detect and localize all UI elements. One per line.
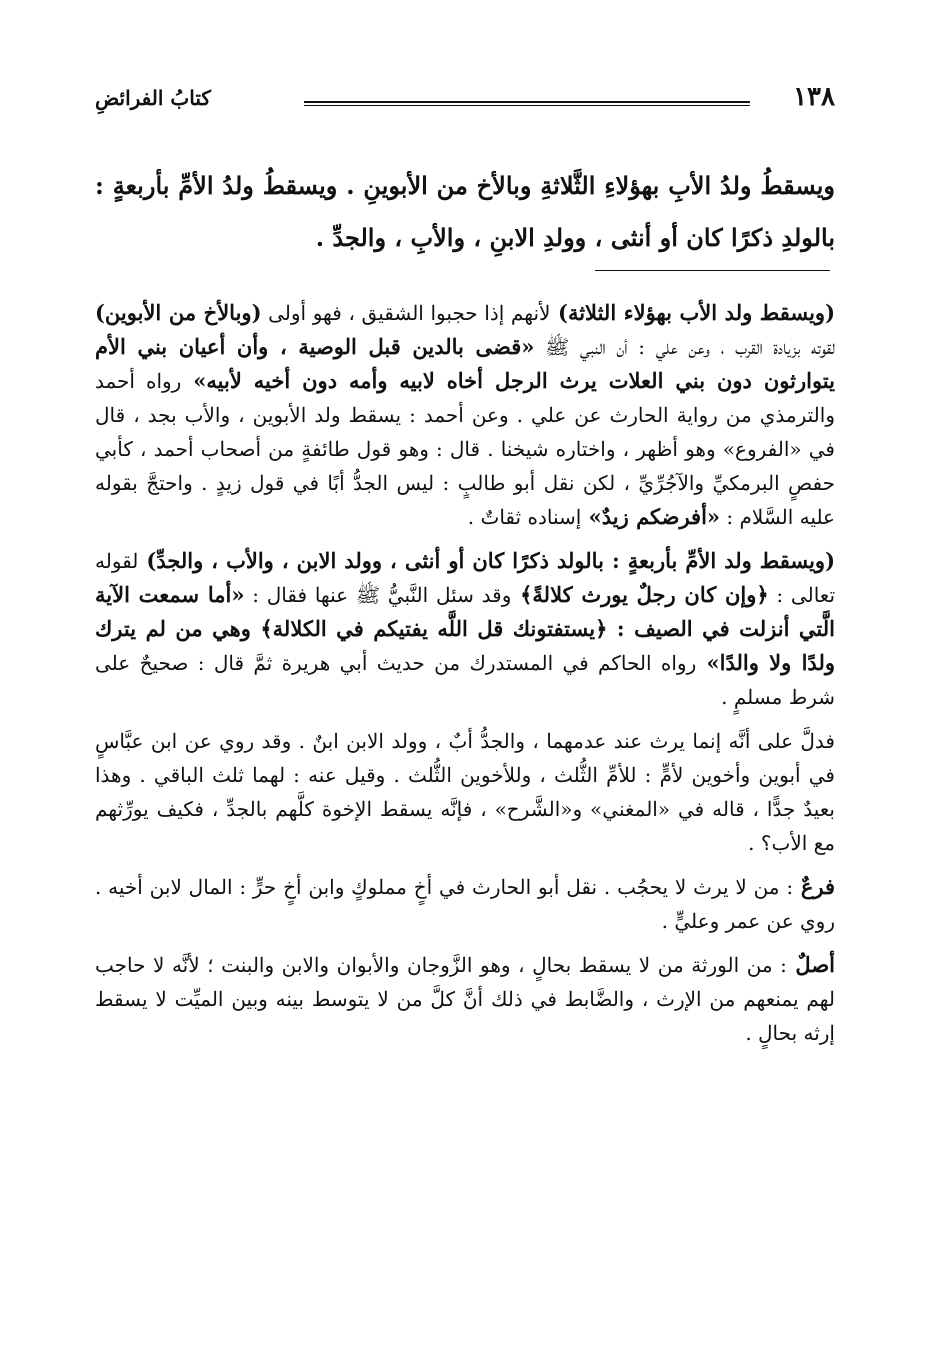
commentary bbox=[95, 296, 835, 1060]
bold-phrase: (ويسقط ولد الأمِّ بأربعةٍ : بالولد ذكرًا كان أو أنثى ، وولد الابن ، والأب ، والجدِّ) bbox=[138, 548, 835, 573]
text-run: لقوته بزيادة القرب ، وعن علي : أن النبي ﷺ bbox=[534, 335, 835, 359]
text-run: رواه الحاكم في المستدرك من حديث أبي هريرة ثمَّ قال : صحيحٌ على شرط مسلمٍ . bbox=[95, 651, 835, 709]
header-rule bbox=[304, 101, 750, 103]
text-run: فدلَّ على أنَّه إنما يرث عند عدمهما ، والجدُّ أبٌ ، وولد الابن ابنٌ . وقد روي عن ابن عبَّاسٍ في أبوين وأخوين لأمٍّ : للأمِّ الثُّلث ، وللأخوين الثُّلث . وقيل عنه : لهما ثلث الباقي . وهذا بعيدٌ جدًّا ، قاله في «المغني» و«الشَّرح» ، فإنَّه يسقط الإخوة كلَّهم بالجدِّ ، فكيف يورِّثهم مع الأب؟ . bbox=[95, 729, 835, 855]
text-run: لأنهم إذا حجبوا الشقيق ، فهو أولى bbox=[261, 301, 551, 325]
bold-phrase: «أفرضكم زيدٌ» bbox=[581, 504, 721, 529]
text-run: رواه أحمد والترمذي من رواية الحارث عن علي . وعن أحمد : يسقط ولد الأبوين ، والأب بجد ، قال في «الفروع» وهو أظهر ، واختاره شيخنا . قال : وهو قول طائفةٍ من أصحاب أحمد ، كأبي حفصٍ البرمكيِّ والآجُرِّيِّ ، لكن نقل أبو طالبٍ : ليس الجدُّ أبًا في قول زيدٍ . واحتجَّ بقوله عليه السَّلام : bbox=[95, 369, 835, 529]
bold-phrase: فرعٌ bbox=[793, 874, 836, 899]
main-text: ويسقطُ ولدُ الأبِ بهؤلاءِ الثَّلاثةِ وبالأخ من الأبوينِ . ويسقطُ ولدُ الأمِّ بأربعةٍ : بالولدِ ذكرًا كان أو أنثى ، وولدِ الابنِ ، والأبِ ، والجدِّ . bbox=[95, 171, 835, 252]
commentary-paragraph-1 bbox=[95, 296, 835, 534]
text-run: وقد سئل النَّبيُّ ﷺ عنها فقال : bbox=[244, 583, 512, 607]
bold-phrase: «قضى بالدين قبل الوصية ، وأن أعيان بني الأم يتوارثون دون بني العلات يرث الرجل أخاه لابيه وأمه دون أخيه لأبيه» bbox=[95, 334, 835, 393]
commentary-paragraph-3 bbox=[95, 724, 835, 860]
bold-phrase: (ويسقط ولد الأب بهؤلاء الثلاثة) bbox=[550, 300, 836, 325]
running-title: كتابُ الفرائضِ bbox=[95, 86, 211, 110]
commentary-paragraph-2 bbox=[95, 544, 835, 714]
page-number: ١٣٨ bbox=[793, 82, 835, 112]
text-run: : من لا يرث لا يحجُب . نقل أبو الحارث في أخٍ مملوكٍ وابن أخٍ حرٍّ : المال لابن أخيه . روي عن عمر وعليٍّ . bbox=[95, 875, 835, 933]
text-run: لقوله تعالى : bbox=[95, 549, 836, 607]
bold-phrase: ﴿وإن كان رجلٌ يورث كلالةً﴾ bbox=[511, 582, 769, 607]
page-header bbox=[95, 80, 835, 120]
bold-phrase: «أما سمعت الآية الَّتي أنزلت في الصيف : ﴿يستفتونك قل اللَّه يفتيكم في الكلالة﴾ وهي من لم يترك ولدًا ولا والدًا» bbox=[95, 582, 835, 675]
commentary-paragraph-5 bbox=[95, 948, 835, 1050]
bold-phrase: (وبالأخ من الأبوين) bbox=[95, 300, 262, 325]
bold-phrase: أصلٌ bbox=[786, 952, 835, 977]
text-run: إسناده ثقاتٌ . bbox=[467, 505, 582, 529]
separator-line bbox=[595, 270, 830, 271]
commentary-paragraph-4 bbox=[95, 870, 835, 938]
text-run: : من الورثة من لا يسقط بحالٍ ، وهو الزَّوجان والأبوان والابن والبنت ؛ لأنَّه لا حاجب لهم يمنعهم من الإرث ، والضَّابط في ذلك أنَّ كلَّ من لا يتوسط بينه وبين الميِّت لا يسقط إرثه بحالٍ . bbox=[95, 953, 835, 1045]
